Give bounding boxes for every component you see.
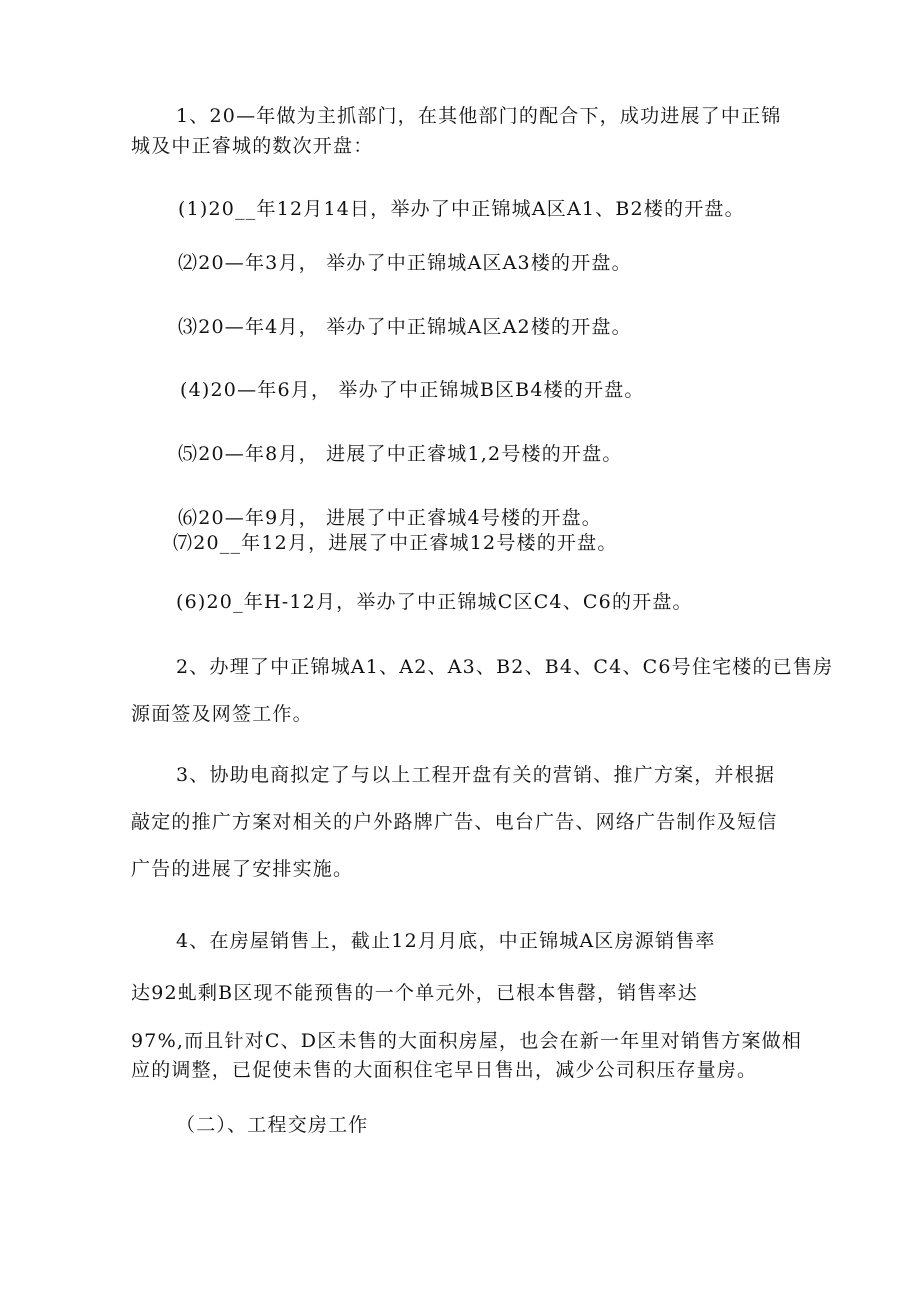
item2-line2: 源面签及网签工作。 (131, 703, 313, 725)
opening-3: ⑶20—年4月， 举办了中正锦城A区A2楼的开盘。 (178, 316, 632, 338)
opening-1: (1)20__年12月14日，举办了中正锦城A区A1、B2楼的开盘。 (178, 198, 745, 220)
item3-line2: 敲定的推广方案对相关的户外路牌广告、电台广告、网络广告制作及短信 (131, 811, 778, 833)
opening-8: (6)20_年H-12月，举办了中正锦城C区C4、C6的开盘。 (176, 591, 693, 613)
item3-line3: 广告的进展了安排实施。 (131, 858, 354, 880)
item1-line1: 1、20—年做为主抓部门，在其他部门的配合下，成功进展了中正锦 (176, 105, 782, 127)
item4-line4: 应的调整，已促使未售的大面积住宅早日售出，减少公司积压存量房。 (131, 1059, 758, 1081)
opening-7: ⑺20__年12月，进展了中正睿城12号楼的开盘。 (173, 532, 618, 554)
item3-line1: 3、协助电商拟定了与以上工程开盘有关的营销、推广方案，并根据 (176, 764, 776, 786)
item4-line1: 4、在房屋销售上，截止12月月底，中正锦城A区房源销售率 (176, 930, 716, 952)
item2-line1: 2、办理了中正锦城A1、A2、A3、B2、B4、C4、C6号住宅楼的已售房 (176, 656, 834, 678)
opening-5: ⑸20—年8月， 进展了中正睿城1,2号楼的开盘。 (178, 443, 623, 465)
opening-6: ⑹20—年9月， 进展了中正睿城4号楼的开盘。 (178, 507, 602, 529)
opening-4: (4)20—年6月， 举办了中正锦城B区B4楼的开盘。 (180, 379, 645, 401)
item4-line2: 达92虬剩B区现不能预售的一个单元外，已根本售罄，销售率达 (131, 982, 698, 1004)
item1-line2: 城及中正睿城的数次开盘： (131, 135, 374, 157)
opening-2: ⑵20—年3月， 举办了中正锦城A区A3楼的开盘。 (178, 252, 632, 274)
item4-line3: 97%,而且针对C、D区未售的大面积房屋，也会在新一年里对销售方案做相 (131, 1030, 803, 1052)
section-heading: （二）、工程交房工作 (176, 1114, 369, 1136)
